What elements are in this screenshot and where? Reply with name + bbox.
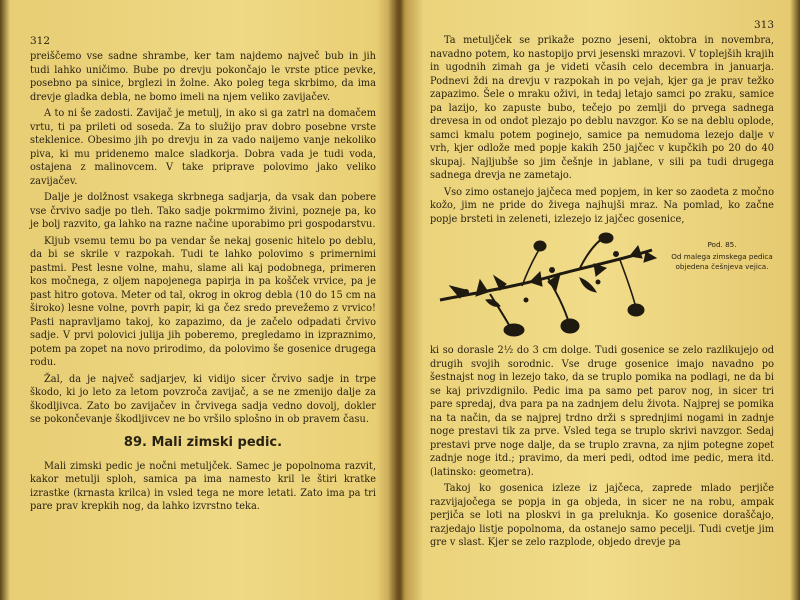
figure-caption xyxy=(670,230,774,272)
section-heading: 89. Mali zimski pedic. xyxy=(123,434,283,450)
right-page xyxy=(404,0,800,600)
paragraph: Takoj ko gosenica izleze iz jajčeca, zaprede mlado perjiče razvijajočega se popja in ga objeda, in sicer ne na robu, ampak perjiča se loti na ploskvi in ga preluknja. Ko gosenice doraščajo, razjedajo listje popolnoma, da ostanejo samo pecelji. Tudi cvetje jim gre v slast. Kjer se zelo razplode, objedo drevje pa xyxy=(430,483,774,548)
paragraph: A to ni še zadosti. Zavijač je metulj, in ako si ga zatrl na domačem vrtu, ti pa prileti od soseda. Za to služijo prav dobro posebne vrste steklenice. Obesimo jih po drevju in za vado naijemo vanje nekoliko piva, ki mu pridenemo malce sladkorja. Dobra vada je tudi voda, ostajena z malinovcem. V take priprave polovimo jako veliko zavijačev. xyxy=(30,108,376,187)
paragraph: Žal, da je največ sadjarjev, ki vidijo sicer črvivo sadje in trpe škodo, ki jo leto za letom povzroča zavijač, a se ne zmenijo dalje za škodljivca. Zato bo zavijačev in črvivega sadja vedno dovolj, dokler se pokončevanje škodljivcev ne bo vršilo splošno in ob pravem času. xyxy=(30,373,376,425)
figure-caption-text: Od malega zimskega pedica objedena češnjeva vejica. xyxy=(671,252,773,271)
page-number: 312 xyxy=(30,35,51,47)
paragraph: Mali zimski pedic je nočni metuljček. Samec je popolnoma razvit, kakor metulji sploh, samica pa ima namesto kril le štiri kratke izrastke (krnasta krilca) in vsled tega ne more letati. Zato ima pa tri pare prav krepkih nog, da lahko izvrstno teka. xyxy=(30,460,376,512)
paragraph: Ta metuljček se prikaže pozno jeseni, oktobra in novembra, navadno potem, ko nastopijo prvi jesenski mrazovi. V toplejših krajih in ugodnih zimah ga je videti včasih celo decembra in januarja. Podnevi ždi na drevju v razpokah in po vejah, kjer ga je prav težko zapazimo. Šele o mraku oživi, in tedaj letajo samci po zraku, samice pa lazijo, ko zapuste bubo, tečejo po zemlji do prvega sadnega drevesa in od ondot plezajo po deblu navzgor. Ko se na deblu oplode, samci kmalu potem poginejo, samice pa nemudoma lezejo dalje v vrh, kjer odlože med popje kakih 250 jajčec v kupčkih po 20 do 40 skupaj. Najljubše so jim češnje in jablane, v sili pa tudi drugega sadnega drevja ne zametajo. xyxy=(430,35,774,181)
paragraph: ki so dorasle 2½ do 3 cm dolge. Tudi gosenice se zelo razlikujejo od drugih svojih sorodnic. Vse druge gosenice imajo navadno po šestnajst nog in lezejo tako, da se truplo pomika na podlagi, ne da bi se kaj privzdignilo. Pedic ima pa samo pet parov nog, in sicer tri pare spredaj, dva para pa na zadnjem delu života. Najprej se pomika na ta način, da se najprej trdno drži s sprednjimi nogami in zadnje noge prestavi tik za prve. Vsled tega se truplo skrivi navzgor. Sedaj prestavi prve noge dalje, da se truplo zravna, za njim potegne zopet zadnje noge itd.; pravimo, da meri pedi, odtod ime pedic, mera itd. (latinsko: geometra). xyxy=(430,345,774,478)
figure xyxy=(430,230,774,338)
paragraph: Kljub vsemu temu bo pa vendar še nekaj gosenic hitelo po deblu, da bi se skrile v razpokah. Tudi te lahko polovimo s primernimi pastmi. Pest lesne volne, mahu, slame ali kaj podobnega, primeren kos močnega, z oljem napojenega papirja in pa košček vrvice, pa je past hitro gotova. Meter od tal, okrog in okrog debla (10 do 15 cm na široko) lesne volne, povrh papir, ki ga čez sredo prevežemo z vrvico! Pasti napravljamo takoj, ko zapazimo, da je začelo odpadati črvivo sadje. V prvi polovici julija jih poberemo, pregledamo in izpraznimo, potem pa zopet na novo prirodimo, da polovimo še gosenice drugega rodu. xyxy=(30,235,376,368)
paragraph: preiščemo vse sadne shrambe, ker tam najdemo največ bub in jih tudi lahko uničimo. Bube po drevju pokončajo le vrste ptice pevke, posebno pa sinice, brglezi in žolne. Ako poleg tega skrbimo, da ima drevje gladka debla, ne bomo imeli na njem veliko zavijačev. xyxy=(30,51,376,103)
paragraph: Dalje je dolžnost vsakega skrbnega sadjarja, da vsak dan pobere vse črvivo sadje po tleh. Tako sadje pokrmimo živini, pozneje pa, ko je bolj razvito, ga lahko na razne načine uporabimo pri gospodarstvu. xyxy=(30,192,376,230)
figure-caption-title: Pod. 85. xyxy=(707,240,737,249)
cherry-twig-illustration xyxy=(430,230,670,338)
left-page xyxy=(0,0,392,600)
paragraph: Vso zimo ostanejo jajčeca med popjem, in ker so zaodeta z močno kožo, jim ne pride do živega najhujši mraz. Na pomlad, ko začne popje brsteti in zeleneti, izlezejo iz jajčec gosenice, xyxy=(430,186,774,225)
page-number: 313 xyxy=(753,19,774,31)
